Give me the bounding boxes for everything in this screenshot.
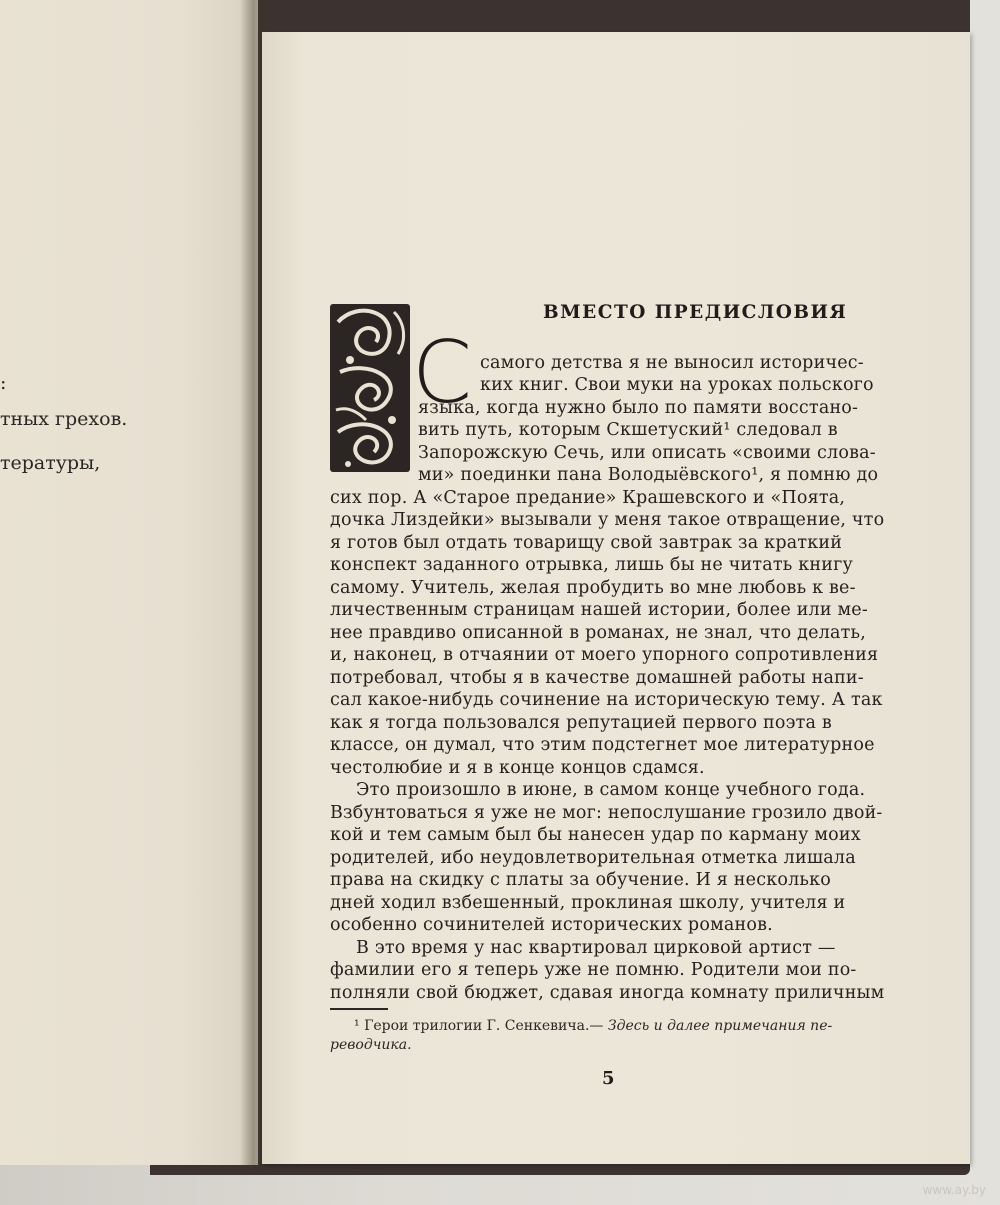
text-line: кой и тем самым был бы нанесен удар по карману моих bbox=[330, 825, 861, 845]
text-line: нее правдиво описанной в романах, не знал, что делать, bbox=[330, 623, 867, 643]
left-page-line: тературы, bbox=[0, 452, 101, 474]
left-page-line: тных грехов. bbox=[0, 408, 128, 430]
left-page-line: : bbox=[0, 372, 7, 394]
footnote-italic-text: реводчика. bbox=[330, 1037, 412, 1053]
text-line: полняли свой бюджет, сдавая иногда комнату приличным bbox=[330, 983, 885, 1003]
text-line: фамилии его я теперь уже не помню. Родители мои по- bbox=[330, 960, 857, 980]
text-line: ких книг. Свои муки на уроках польского bbox=[480, 375, 874, 395]
text-line: дочка Лиздейки» вызывали у меня такое отвращение, что bbox=[330, 510, 885, 530]
text-line: родителей, ибо неудовлетворительная отметка лишала bbox=[330, 848, 856, 868]
text-line: сал какое-нибудь сочинение на историческую тему. А так bbox=[330, 690, 883, 710]
left-page bbox=[0, 0, 258, 1165]
footnote-italic-text: Здесь и далее примечания пе- bbox=[607, 1018, 833, 1034]
watermark: www.ay.by bbox=[922, 1183, 986, 1197]
chapter-heading: ВМЕСТО ПРЕДИСЛОВИЯ bbox=[543, 302, 848, 323]
text-line: Запорожскую Сечь, или описать «своими слова- bbox=[418, 443, 876, 463]
text-line: как я тогда пользовался репутацией первого поэта в bbox=[330, 713, 832, 733]
text-line: ми» поединки пана Володыёвского¹, я помню до bbox=[418, 465, 879, 485]
text-line: языка, когда нужно было по памяти восстано- bbox=[418, 398, 859, 418]
text-line: сих пор. А «Старое предание» Крашевского и «Поята, bbox=[330, 488, 846, 508]
text-line: личественным страницам нашей истории, более или ме- bbox=[330, 600, 868, 620]
text-line: и, наконец, в отчаянии от моего упорного сопротивления bbox=[330, 645, 879, 665]
footnote-rule bbox=[330, 1008, 388, 1010]
footnote-line bbox=[354, 1018, 832, 1034]
drop-cap-letter: С bbox=[412, 323, 473, 423]
page-number: 5 bbox=[602, 1068, 615, 1089]
footnote-line bbox=[330, 1037, 412, 1053]
text-line: Это произошло в июне, в самом конце учебного года. bbox=[356, 780, 866, 800]
text-line: честолюбие и я в конце концов сдамся. bbox=[330, 758, 705, 778]
text-line: конспект заданного отрывка, лишь бы не читать книгу bbox=[330, 555, 853, 575]
text-line: классе, он думал, что этим подстегнет мое литературное bbox=[330, 735, 875, 755]
text-line: самого детства я не выносил историчес- bbox=[480, 353, 864, 373]
footnote-text: ¹ Герои трилогии Г. Сенкевича.— bbox=[354, 1018, 608, 1034]
text-line: я готов был отдать товарищу свой завтрак за краткий bbox=[330, 533, 843, 553]
text-line: потребовал, чтобы я в качестве домашней работы напи- bbox=[330, 668, 864, 688]
text-line: Взбунтоваться я уже не мог: непослушание грозило двой- bbox=[330, 803, 883, 823]
text-line: вить путь, которым Скшетуский¹ следовал в bbox=[418, 420, 838, 440]
text-line: самому. Учитель, желая пробудить во мне любовь к ве- bbox=[330, 578, 856, 598]
text-line: права на скидку с платы за обучение. И я несколько bbox=[330, 870, 832, 890]
ornament-icon bbox=[328, 302, 412, 474]
text-line: В это время у нас квартировал цирковой артист — bbox=[356, 938, 836, 958]
text-line: особенно сочинителей исторических романов. bbox=[330, 915, 773, 935]
text-line: дней ходил взбешенный, проклиная школу, учителя и bbox=[330, 893, 846, 913]
